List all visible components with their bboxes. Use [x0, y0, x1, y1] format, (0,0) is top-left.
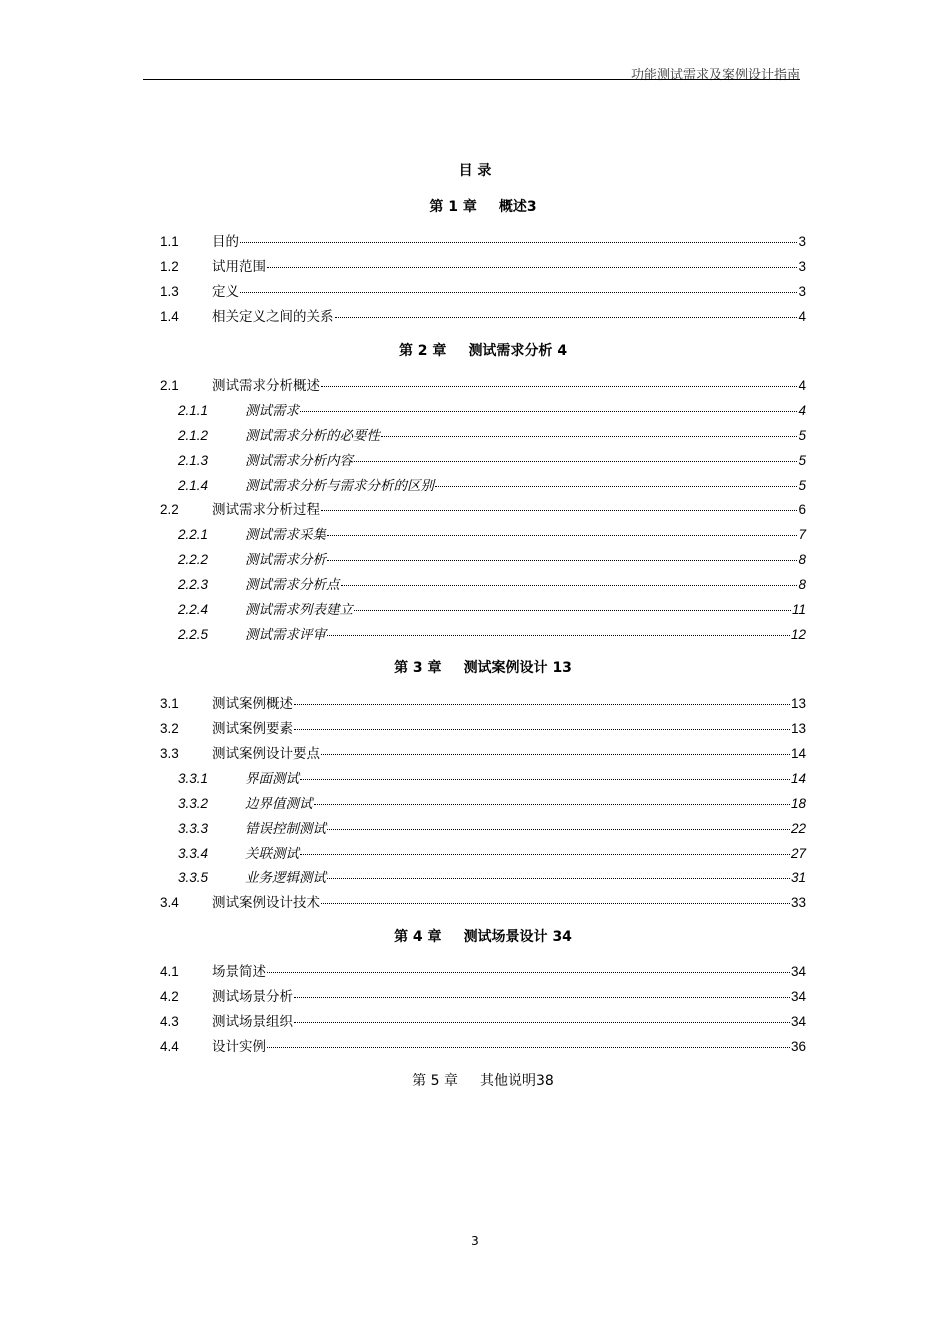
chapter-number: 第 1 章	[429, 199, 477, 215]
entry-number: 2.1.4	[178, 478, 209, 493]
dot-leader	[435, 486, 797, 487]
entry-title: 测试需求分析内容	[245, 453, 353, 469]
chapter-number: 第 3 章	[394, 660, 442, 676]
toc-entry-3-3-3[interactable]	[160, 817, 806, 839]
dot-leader	[327, 878, 790, 879]
toc-entry-2-2-1[interactable]	[160, 523, 806, 545]
dot-leader	[321, 510, 797, 511]
toc-entry-2-1-3[interactable]	[160, 449, 806, 471]
chapter-page: 3	[526, 199, 537, 215]
entry-number: 4.3	[160, 1014, 179, 1029]
entry-title: 边界值测试	[245, 796, 313, 812]
entry-page: 13	[790, 696, 806, 711]
entry-title: 测试需求分析的必要性	[245, 428, 380, 444]
entry-number: 2.2.4	[178, 602, 209, 617]
entry-title: 错误控制测试	[245, 821, 326, 837]
toc-chapter-5[interactable]	[160, 1070, 806, 1090]
entry-title: 关联测试	[245, 846, 299, 862]
entry-title: 界面测试	[245, 771, 299, 787]
chapter-title: 测试案例设计	[463, 660, 548, 676]
dot-leader	[341, 585, 798, 586]
entry-page: 8	[798, 577, 806, 592]
entry-title: 测试需求分析	[245, 552, 326, 568]
dot-leader	[321, 903, 790, 904]
page-number: 3	[471, 1234, 479, 1248]
dot-leader	[327, 829, 790, 830]
dot-leader	[327, 535, 797, 536]
entry-page: 31	[790, 870, 806, 885]
toc-entry-1-1[interactable]	[160, 230, 806, 252]
toc-entry-2-2[interactable]	[160, 498, 806, 520]
entry-title: 测试案例概述	[212, 696, 293, 712]
dot-leader	[294, 997, 790, 998]
toc-chapter-3[interactable]	[160, 657, 806, 677]
toc-entry-2-2-3[interactable]	[160, 573, 806, 595]
chapter-title: 其他说明	[479, 1073, 536, 1089]
entry-number: 4.2	[160, 989, 179, 1004]
entry-title: 业务逻辑测试	[245, 870, 326, 886]
entry-number: 3.3.4	[178, 846, 209, 861]
entry-title: 测试场景分析	[212, 989, 293, 1005]
toc-entry-2-1-4[interactable]	[160, 474, 806, 496]
entry-number: 4.1	[160, 964, 179, 979]
entry-number: 3.4	[160, 895, 179, 910]
toc-entry-3-3[interactable]	[160, 742, 806, 764]
entry-page: 34	[790, 989, 806, 1004]
entry-page: 3	[798, 284, 806, 299]
dot-leader	[321, 754, 790, 755]
entry-page: 33	[790, 895, 806, 910]
toc-entry-1-3[interactable]	[160, 280, 806, 302]
entry-page: 5	[798, 453, 806, 468]
entry-number: 3.3	[160, 746, 179, 761]
entry-number: 3.1	[160, 696, 179, 711]
entry-title: 相关定义之间的关系	[212, 309, 334, 325]
entry-title: 测试需求列表建立	[245, 602, 353, 618]
entry-number: 2.2.5	[178, 627, 209, 642]
entry-title: 设计实例	[212, 1039, 266, 1055]
toc-entry-2-1-1[interactable]	[160, 399, 806, 421]
toc-entry-3-3-1[interactable]	[160, 767, 806, 789]
entry-number: 2.2.2	[178, 552, 209, 567]
entry-number: 1.1	[160, 234, 179, 249]
chapter-title: 概述	[498, 199, 527, 215]
entry-title: 测试案例要素	[212, 721, 293, 737]
entry-page: 12	[790, 627, 806, 642]
toc-entry-2-2-5[interactable]	[160, 623, 806, 645]
toc-title: 目 录	[458, 163, 492, 179]
dot-leader	[240, 292, 797, 293]
entry-number: 1.2	[160, 259, 179, 274]
toc-chapter-1[interactable]	[160, 196, 806, 216]
dot-leader	[381, 436, 797, 437]
toc-entry-3-2[interactable]	[160, 717, 806, 739]
entry-number: 3.3.3	[178, 821, 209, 836]
entry-title: 测试需求分析概述	[212, 378, 320, 394]
entry-number: 4.4	[160, 1039, 179, 1054]
entry-page: 8	[798, 552, 806, 567]
entry-title: 测试案例设计技术	[212, 895, 320, 911]
chapter-number: 第 5 章	[412, 1073, 458, 1089]
entry-page: 4	[798, 309, 806, 324]
dot-leader	[327, 560, 797, 561]
entry-title: 试用范围	[212, 259, 266, 275]
entry-page: 14	[790, 746, 806, 761]
entry-page: 34	[790, 1014, 806, 1029]
dot-leader	[354, 610, 791, 611]
entry-page: 4	[798, 378, 806, 393]
entry-title: 测试需求评审	[245, 627, 326, 643]
entry-title: 测试需求分析点	[245, 577, 340, 593]
dot-leader	[300, 411, 797, 412]
dot-leader	[300, 854, 790, 855]
chapter-page: 38	[535, 1073, 554, 1089]
entry-title: 目的	[212, 234, 239, 250]
toc-entry-3-3-4[interactable]	[160, 842, 806, 864]
toc-entry-3-1[interactable]	[160, 692, 806, 714]
entry-number: 3.2	[160, 721, 179, 736]
running-header-title: 功能测试需求及案例设计指南	[630, 68, 800, 83]
entry-number: 2.1.3	[178, 453, 209, 468]
toc-entry-3-3-2[interactable]	[160, 792, 806, 814]
toc-entry-2-2-4[interactable]	[160, 598, 806, 620]
entry-page: 13	[790, 721, 806, 736]
toc-entry-2-1[interactable]	[160, 374, 806, 396]
entry-page: 3	[798, 234, 806, 249]
entry-page: 5	[798, 428, 806, 443]
header-rule	[143, 79, 800, 80]
entry-page: 14	[790, 771, 806, 786]
entry-number: 2.2.1	[178, 527, 209, 542]
dot-leader	[335, 317, 798, 318]
toc-entry-1-4[interactable]	[160, 305, 806, 327]
entry-title: 定义	[212, 284, 239, 300]
toc-entry-3-4[interactable]	[160, 891, 806, 913]
entry-title: 场景简述	[212, 964, 266, 980]
toc-entry-4-3[interactable]	[160, 1010, 806, 1032]
chapter-page: 4	[557, 343, 568, 359]
entry-page: 7	[798, 527, 806, 542]
toc-entry-4-4[interactable]	[160, 1035, 806, 1057]
toc-entry-1-2[interactable]	[160, 255, 806, 277]
dot-leader	[327, 635, 790, 636]
toc-entry-4-2[interactable]	[160, 985, 806, 1007]
entry-page: 34	[790, 964, 806, 979]
entry-number: 2.1	[160, 378, 179, 393]
entry-number: 1.4	[160, 309, 179, 324]
entry-title: 测试需求采集	[245, 527, 326, 543]
entry-page: 4	[798, 403, 806, 418]
dot-leader	[314, 804, 790, 805]
entry-number: 3.3.1	[178, 771, 209, 786]
entry-page: 27	[790, 846, 806, 861]
chapter-number: 第 4 章	[394, 929, 442, 945]
entry-title: 测试需求分析过程	[212, 502, 320, 518]
toc-entry-3-3-5[interactable]	[160, 866, 806, 888]
entry-number: 2.1.1	[178, 403, 209, 418]
entry-page: 6	[798, 502, 806, 517]
entry-title: 测试案例设计要点	[212, 746, 320, 762]
chapter-title: 测试需求分析	[468, 343, 553, 359]
toc-chapter-4[interactable]	[160, 926, 806, 946]
entry-number: 3.3.2	[178, 796, 209, 811]
entry-title: 测试需求	[245, 403, 299, 419]
dot-leader	[294, 1022, 790, 1023]
entry-page: 22	[790, 821, 806, 836]
entry-title: 测试需求分析与需求分析的区别	[245, 478, 434, 494]
dot-leader	[294, 704, 790, 705]
dot-leader	[267, 972, 790, 973]
toc-chapter-2[interactable]	[160, 340, 806, 360]
entry-page: 36	[790, 1039, 806, 1054]
entry-page: 5	[798, 478, 806, 493]
dot-leader	[294, 729, 790, 730]
entry-number: 1.3	[160, 284, 179, 299]
entry-number: 2.2.3	[178, 577, 209, 592]
entry-title: 测试场景组织	[212, 1014, 293, 1030]
toc-entry-2-1-2[interactable]	[160, 424, 806, 446]
entry-number: 2.1.2	[178, 428, 209, 443]
chapter-title: 测试场景设计	[463, 929, 548, 945]
entry-number: 2.2	[160, 502, 179, 517]
dot-leader	[354, 461, 797, 462]
dot-leader	[300, 779, 790, 780]
chapter-page: 34	[552, 929, 572, 945]
toc-entry-2-2-2[interactable]	[160, 548, 806, 570]
dot-leader	[267, 267, 797, 268]
dot-leader	[267, 1047, 790, 1048]
dot-leader	[321, 386, 797, 387]
toc-entry-4-1[interactable]	[160, 960, 806, 982]
entry-page: 18	[790, 796, 806, 811]
entry-page: 3	[798, 259, 806, 274]
dot-leader	[240, 242, 797, 243]
entry-number: 3.3.5	[178, 870, 209, 885]
entry-page: 11	[791, 602, 806, 617]
chapter-page: 13	[552, 660, 572, 676]
chapter-number: 第 2 章	[398, 343, 447, 359]
